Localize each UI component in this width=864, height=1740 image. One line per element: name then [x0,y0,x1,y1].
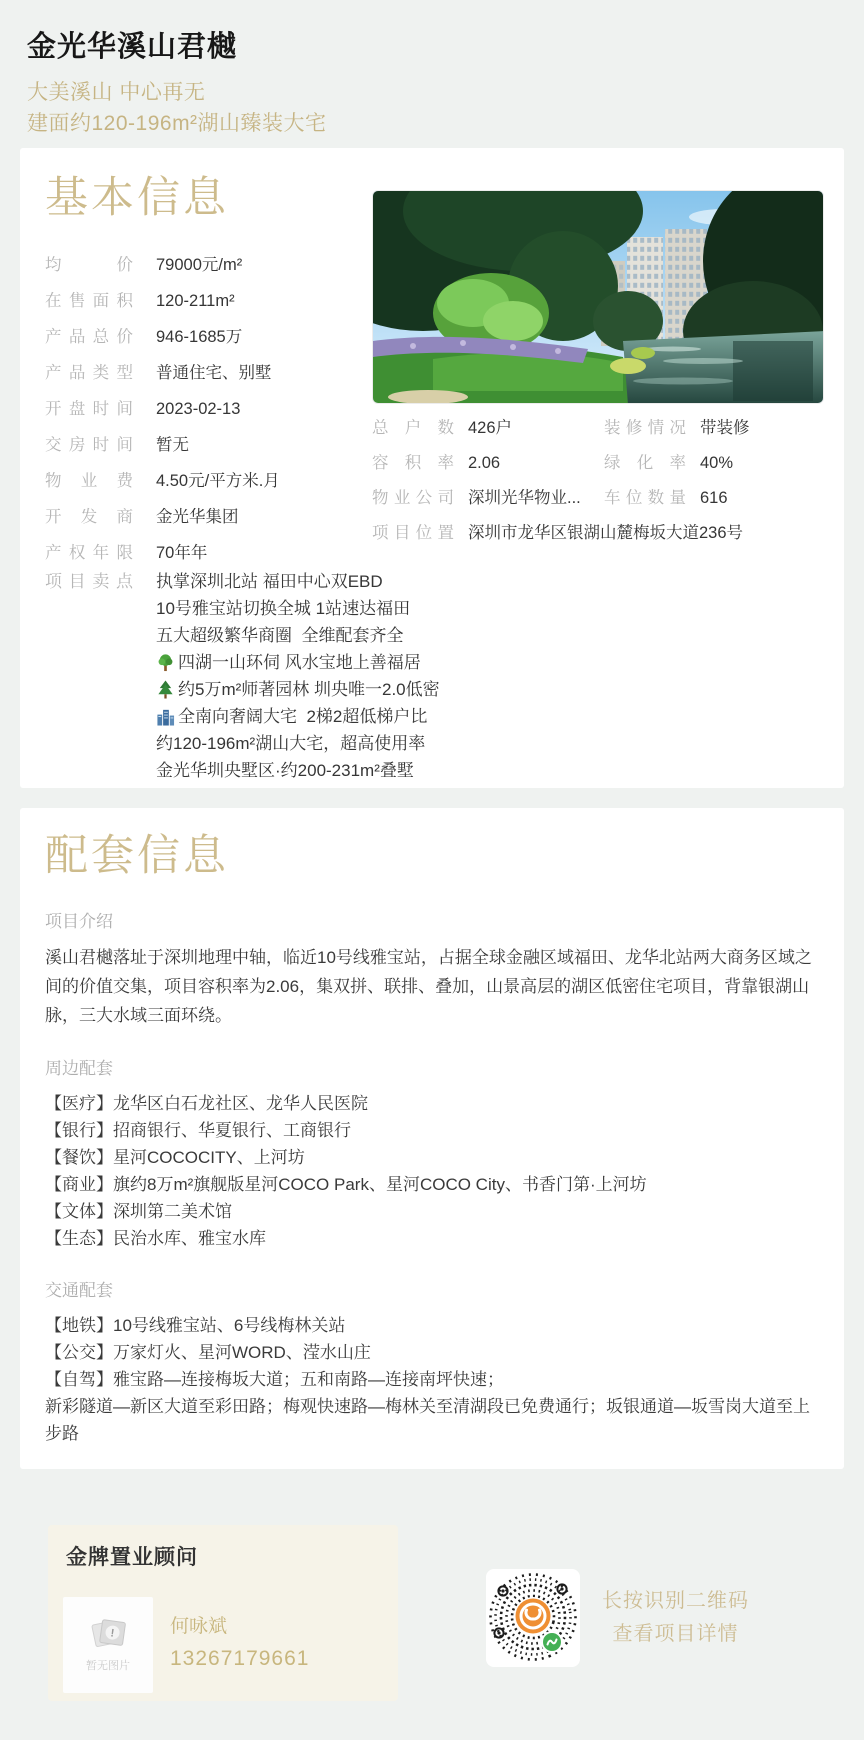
info-value: 深圳光华物业... [468,489,581,507]
info-label: 开盘时间 [45,400,133,418]
no-image-label: 暂无图片 [86,1660,130,1672]
info-value: 4.50元/平方米.月 [156,472,280,490]
page-header [0,0,864,139]
info-row [45,506,375,528]
traffic-subtitle: 交通配套 [45,1281,113,1300]
selling-point-line: 四湖一山环伺 风水宝地上善福居 [156,649,440,676]
deciduous-tree-icon [156,653,175,672]
evergreen-tree-icon [156,680,175,699]
bottom-section [0,1525,864,1740]
info-row [45,542,375,564]
list-item: 【地铁】10号线雅宝站、6号线梅林关站 [45,1316,346,1335]
info-label: 产品总价 [45,328,133,346]
property-photo[interactable] [372,190,824,404]
info-label: 装修情况 [604,419,686,437]
info-row [372,487,852,509]
info-label: 绿化率 [604,454,686,472]
list-item: 【公交】万家灯火、星河WORD、滢水山庄 [45,1343,371,1362]
info-label: 项目位置 [372,524,454,542]
basic-info-card [20,148,844,788]
qr-caption [602,1585,749,1651]
list-item: 【商业】旗约8万m²旗舰版星河COCO Park、星河COCO City、书香门第·上河坊 [45,1175,647,1194]
qr-group [486,1569,749,1667]
selling-point-line: 五大超级繁华商圈 全维配套齐全 [156,626,404,645]
basic-info-title: 基本信息 [45,174,229,222]
list-item: 【餐饮】星河COCOCITY、上河坊 [45,1148,305,1167]
info-label: 项目卖点 [45,572,133,591]
list-item: 【自驾】雅宝路—连接梅坂大道；五和南路—连接南坪快速； [45,1370,504,1389]
info-label: 在售面积 [45,292,133,310]
selling-points [45,568,440,784]
info-label: 产品类型 [45,364,133,382]
intro-subtitle: 项目介绍 [45,912,113,931]
selling-point-line: 全南向奢阔大宅 2梯2超低梯户比 [156,703,440,730]
info-row [45,434,375,456]
selling-point-line: 金光华圳央墅区·约200-231m²叠墅 [156,761,414,780]
info-label: 均价 [45,256,133,274]
info-row [45,398,375,420]
info-label: 产权年限 [45,544,133,562]
info-value: 普通住宅、别墅 [156,364,272,382]
info-value: 2023-02-13 [156,400,241,418]
info-label: 物业公司 [372,489,454,507]
selling-points-lines [156,568,440,784]
list-item: 【生态】民治水库、雅宝水库 [45,1229,266,1248]
consultant-name: 何咏斌 [170,1616,228,1637]
qr-code[interactable] [486,1569,580,1667]
consultant-meta [170,1611,309,1671]
traffic-list [45,1312,819,1447]
list-item: 【文体】深圳第二美术馆 [45,1202,232,1221]
info-row [45,290,375,312]
info-label: 交房时间 [45,436,133,454]
nearby-list [45,1090,819,1252]
project-location-row [372,522,852,544]
list-item: 【医疗】龙华区白石龙社区、龙华人民医院 [45,1094,368,1113]
basic-info-left-rows [45,254,375,578]
info-row [372,452,852,474]
list-item: 【银行】招商银行、华夏银行、工商银行 [45,1121,351,1140]
info-value: 79000元/m² [156,256,243,274]
basic-info-right-grid [372,417,852,544]
info-value: 2.06 [468,454,501,472]
info-row [45,326,375,348]
selling-point-line: 10号雅宝站切换全城 1站速达福田 [156,599,411,618]
selling-point-line: 约5万m²师著园林 圳央唯一2.0低密 [156,676,440,703]
amenities-card [20,808,844,1469]
selling-point-line: 执掌深圳北站 福田中心双EBD [156,572,383,591]
intro-paragraph: 溪山君樾落址于深圳地理中轴，临近10号线雅宝站，占据全球金融区域福田、龙华北站两大商务区域之间的价值交集，项目容积率为2.06，集双拼、联排、叠加，山景高层的湖区低密住宅项目，背靠银湖山脉，三大水域三面环绕。 [45,948,812,1025]
info-value: 120-211m² [156,292,235,310]
consultant-card-title: 金牌置业顾问 [66,1546,198,1569]
info-value: 带装修 [700,419,750,437]
info-value: 金光华集团 [156,508,239,526]
info-value: 616 [700,489,728,507]
no-image-icon [88,1617,128,1651]
info-label: 总户数 [372,419,454,437]
info-label: 车位数量 [604,489,686,507]
info-label: 开发商 [45,508,133,526]
page-title: 金光华溪山君樾 [27,31,238,63]
info-label: 物业费 [45,472,133,490]
amenities-title: 配套信息 [45,832,229,880]
list-item: 新彩隧道—新区大道至彩田路；梅观快速路—梅林关至清湖段已免费通行；坂银通道—坂雪岗大道至上步路 [45,1397,810,1443]
info-row [45,254,375,276]
nearby-subtitle: 周边配套 [45,1059,113,1078]
page-subtitle-line2: 建面约120-196m²湖山臻装大宅 [27,112,327,135]
property-photo-scene [373,191,824,404]
qr-caption-line2: 查看项目详情 [612,1623,739,1645]
info-value: 暂无 [156,436,189,454]
info-value: 40% [700,454,734,472]
info-row [45,362,375,384]
info-row [45,470,375,492]
info-value: 深圳市龙华区银湖山麓梅坂大道236号 [468,524,744,542]
svg-text:!: ! [109,1627,116,1640]
info-label: 容积率 [372,454,454,472]
consultant-phone[interactable]: 13267179661 [170,1647,310,1670]
qr-caption-line1: 长按识别二维码 [602,1590,749,1612]
city-buildings-icon [156,707,175,726]
page-subtitle-line1: 大美溪山 中心再无 [27,81,206,104]
info-value: 946-1685万 [156,328,243,346]
consultant-avatar-placeholder [63,1597,153,1693]
info-row [372,417,852,439]
info-value: 426户 [468,419,513,437]
info-value: 70年年 [156,544,208,562]
selling-point-line: 约120-196m²湖山大宅，超高使用率 [156,734,426,753]
consultant-card [48,1525,398,1701]
